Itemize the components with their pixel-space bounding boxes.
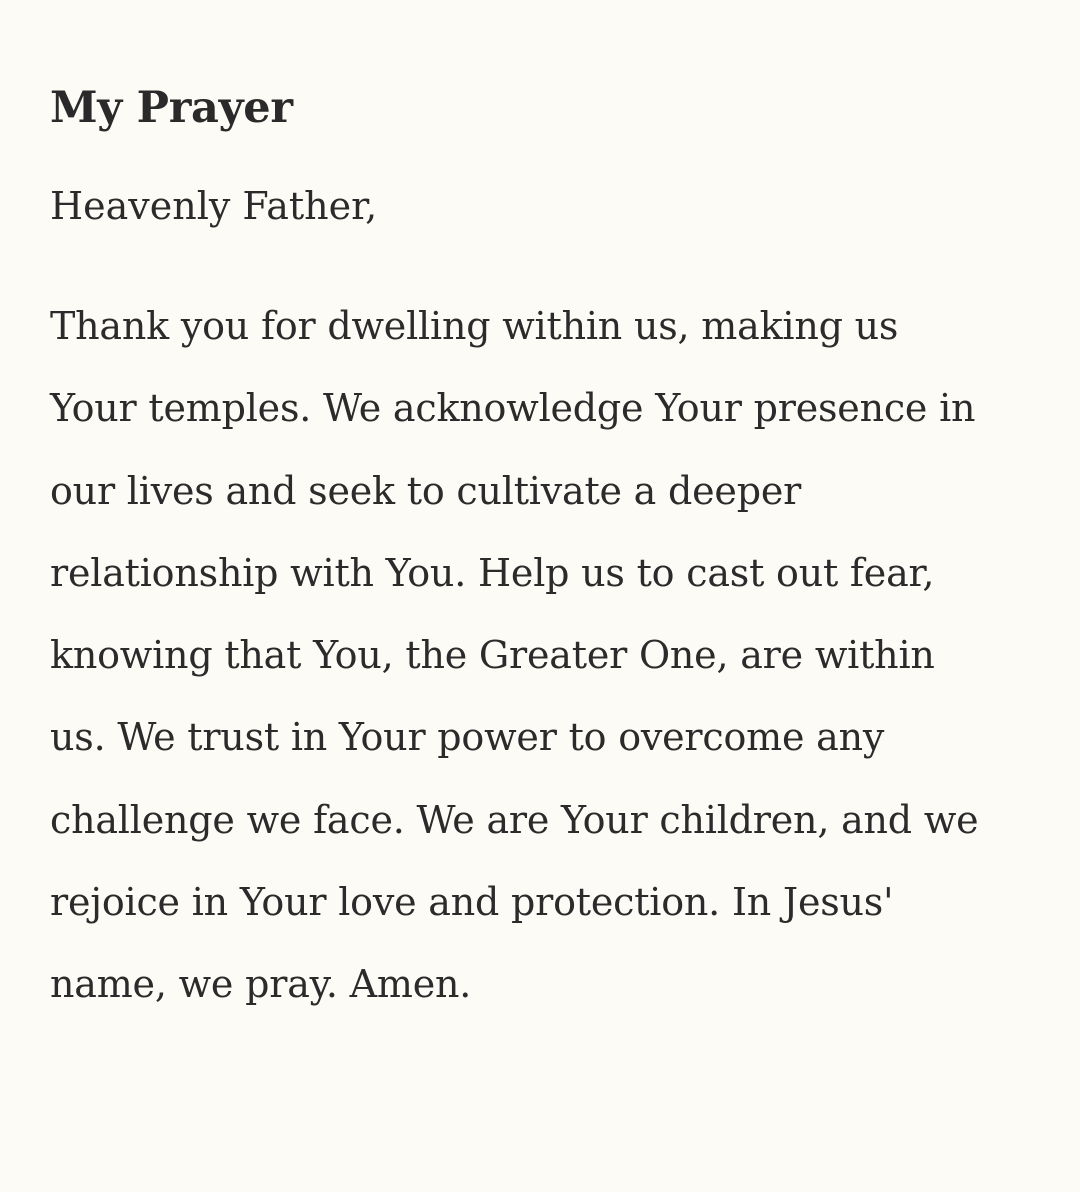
salutation: Heavenly Father, — [50, 184, 378, 228]
prayer-body — [50, 296, 1050, 1037]
page-title: My Prayer — [50, 83, 293, 133]
prayer-line: knowing that You, the Greater One, are within — [50, 633, 935, 678]
prayer-line: Thank you for dwelling within us, making us — [50, 304, 899, 348]
prayer-line: rejoice in Your love and protection. In Jesus' — [50, 880, 894, 925]
prayer-line: Your temples. We acknowledge Your presence in — [50, 386, 976, 431]
prayer-line: challenge we face. We are Your children, and we — [50, 797, 979, 842]
prayer-line: relationship with You. Help us to cast out fear, — [50, 550, 935, 595]
prayer-line: our lives and seek to cultivate a deeper — [50, 468, 802, 513]
prayer-line: us. We trust in Your power to overcome any — [50, 715, 885, 760]
prayer-line: name, we pray. Amen. — [50, 962, 472, 1007]
